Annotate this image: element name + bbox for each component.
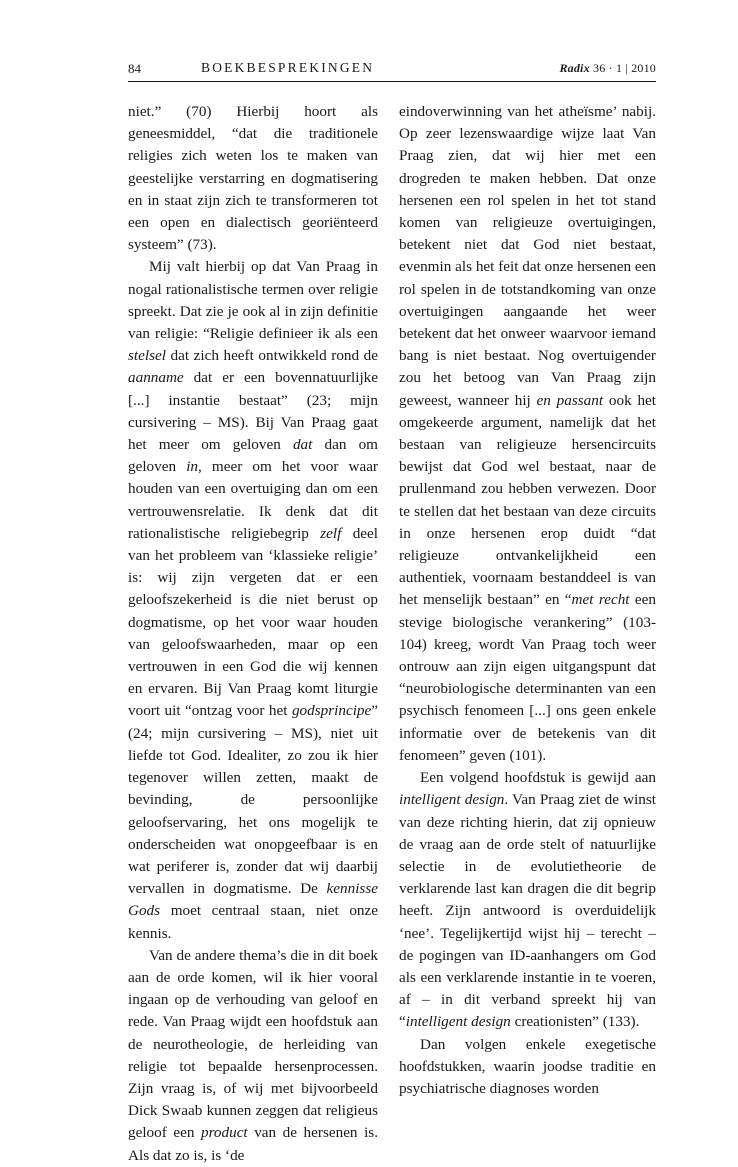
section-title: BOEKBESPREKINGEN: [201, 60, 375, 75]
paragraph: eindoverwinning van het atheïsme’ nabij. Op zeer lezenswaardige wijze laat Van Praag zien, dat wij hier met een drogreden te maken hebben. Dat onze hersenen een rol spelen in het tot stand komen van religieuze overtuigingen, betekent niet dat God niet bestaat, evenmin als het feit dat onze hersenen een rol spelen in de totstandkoming van onze overtuigingen aangaande het weer betekent dat het onweer waarvoor iemand bang is niet bestaat. Nog overtuigender zou het betoog van Van Praag zijn geweest, wanneer hij en passant ook het omgekeerde argument, namelijk dat het bestaan van religieuze hersencircuits bewijst dat God wel bestaat, naar de prullenmand zou hebben verwezen. Door te stellen dat het bestaan van deze circuits in onze hersenen erop duidt “dat religieuze ontvankelijkheid een authentiek, voornaam bestanddeel is van het menselijk bestaan” en “met recht een stevige biologische verankering” (103-104) kreeg, wordt Van Praag toch weer ontrouw aan zijn eigen uitgangspunt dat “neurobiologische determinanten van een psychisch fenomeen [...] ons geen enkele informatie over de betekenis van dit fenomeen” geven (101).: [399, 103, 657, 764]
paragraph: Een volgend hoofdstuk is gewijd aan intelligent design. Van Praag ziet de winst van deze richting hierin, dat zij opnieuw de vraag aan de orde stelt of natuurlijke selectie in de evolutietheorie de verklarende last kan dragen die dit begrip heeft. Zijn antwoord is overduidelijk ‘nee’. Tegelijkertijd wijst hij – terecht – de pogingen van ID-aanhangers om God als een verklarende instantie in te voeren, af – in dit verband spreekt hij van “intelligent design creationisten” (133).: [399, 769, 657, 1031]
page-number: 84: [128, 61, 141, 76]
journal-issue: 36 · 1 | 2010: [593, 61, 656, 75]
journal-name: Radix: [559, 61, 590, 75]
journal-reference: [559, 61, 656, 76]
left-column: [128, 101, 378, 1167]
paragraph: Van de andere thema’s die in dit boek aan de orde komen, wil ik hier vooral ingaan op de verhouding van geloof en rede. Van Praag wijdt een hoofdstuk aan de neurotheologie, de herleiding van religie tot bepaalde hersenprocessen. Zijn vraag is, of wij met bijvoorbeeld Dick Swaab kunnen zeggen dat religieus geloof een product van de hersenen is. Als dat zo is, is ‘de: [128, 946, 378, 1164]
paragraph: niet.” (70) Hierbij hoort als geneesmiddel, “dat die traditionele religies zich weten los te maken van geestelijke verstarring en dogmatisering en in staat zijn zich te transformeren tot een open en dialectisch georiënteerd systeem” (73).: [128, 103, 378, 254]
page-header: [128, 59, 656, 81]
paragraph: Dan volgen enkele exegetische hoofdstukken, waarin joodse traditie en psychiatrische diagnoses worden: [399, 1035, 656, 1097]
header-rule: [128, 81, 656, 82]
paragraph: Mij valt hierbij op dat Van Praag in nogal rationalistische termen over religie spreekt. Dat zie je ook al in zijn definitie van religie: “Religie definieer ik als een stelsel dat zich heeft ontwikkeld rond de aanname dat er een bovennatuurlijke [...] instantie bestaat” (23; mijn cursivering – MS). Bij Van Praag gaat het meer om geloven dat dan om geloven in, meer om het voor waar houden van een overtuiging dan om een vertrouwensrelatie. Ik denk dat dit rationalistische religiebegrip zelf deel van het probleem van ‘klassieke religie’ is: wij zijn vergeten dat er een geloofszekerheid is die niet berust op dogmatisme, op het voor waar houden van geloofswaarheden, maar op een vertrouwen in een God die wij kennen en ervaren. Bij Van Praag komt liturgie voort uit “ontzag voor het godsprincipe” (24; mijn cursivering – MS), niet uit liefde tot God. Idealiter, zo zou ik hier tegenover willen zetten, maakt de bevinding, de persoonlijke geloofservaring, het ons mogelijk te onderscheiden wat onopgeefbaar is en wat periferer is, zonder dat wij daarbij vervallen in dogmatisme. De kennisse Gods moet centraal staan, niet onze kennis.: [128, 258, 378, 942]
right-column: [399, 101, 656, 1100]
